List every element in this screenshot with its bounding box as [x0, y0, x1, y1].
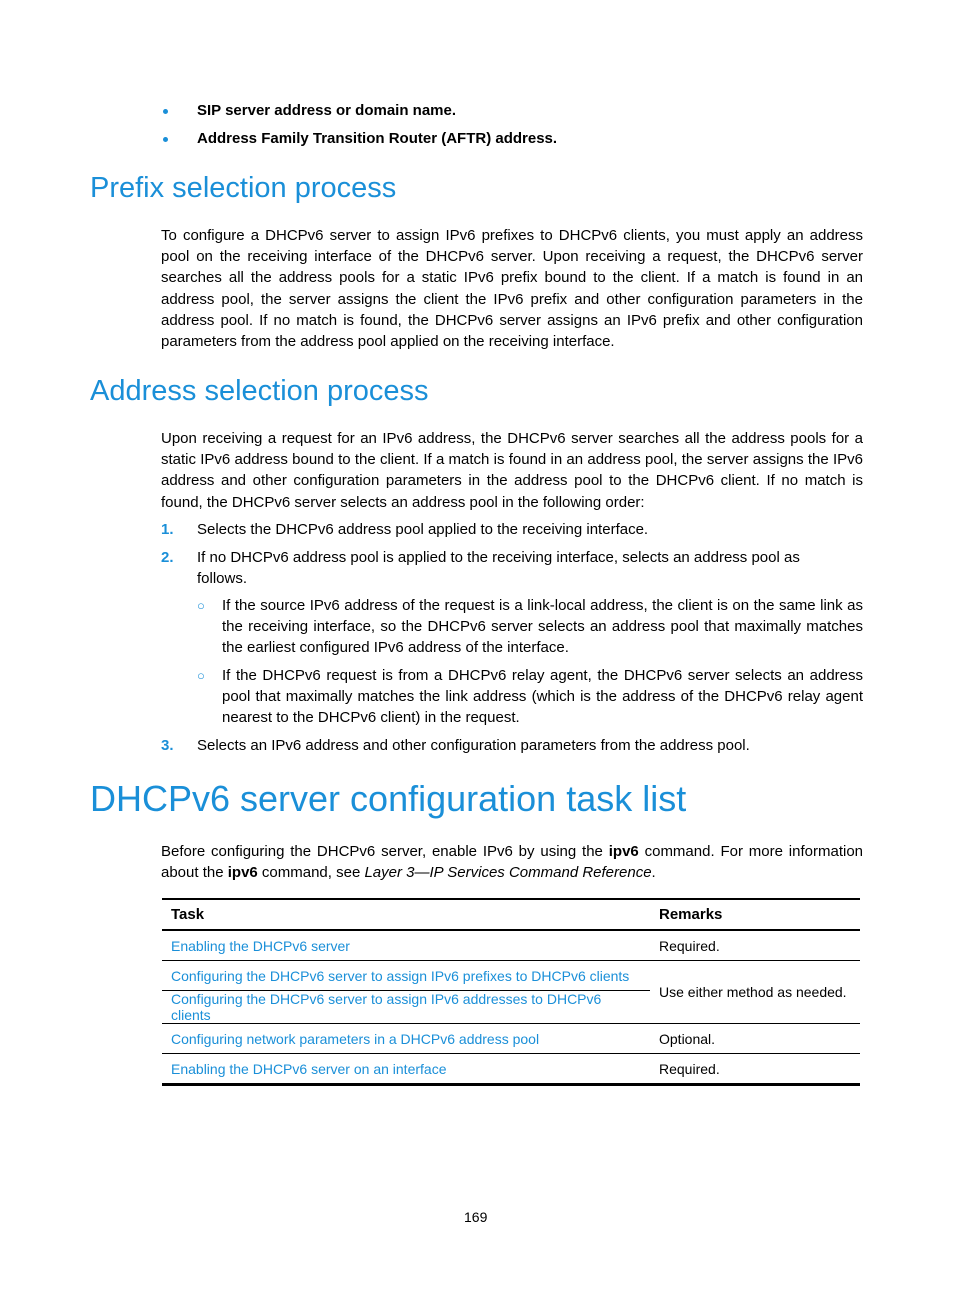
- step-text: Selects the DHCPv6 address pool applied to the receiving interface.: [197, 521, 649, 538]
- command-ipv6: ipv6: [608, 843, 639, 860]
- task-link[interactable]: Enabling the DHCPv6 server on an interface: [162, 1054, 650, 1085]
- task-link[interactable]: Configuring network parameters in a DHCPv6 address pool: [162, 1024, 650, 1054]
- intro-text: Before configuring the DHCPv6 server, enable IPv6 by using the: [161, 843, 609, 860]
- prefix-paragraph: To configure a DHCPv6 server to assign IPv6 prefixes to DHCPv6 clients, you must apply an address pool on the receiving interface of the DHCPv6 server. Upon receiving a request, the DHCPv6 server searches all the address pools for a static IPv6 prefix bound to the client. If a match is found in an address pool, the server assigns the client the IPv6 prefix and other configuration parameters in the address pool. If no match is found, the DHCPv6 server assigns an IPv6 prefix and other configuration parameters from the address pool applied on the receiving interface.: [161, 227, 863, 351]
- header-task: Task: [162, 899, 650, 930]
- sub-item-text: If the source IPv6 address of the request is a link-local address, the client is on the same link as the receiving interface, so the DHCPv6 server selects an address pool that maximally matches the earliest configured IPv6 address of the interface.: [222, 597, 863, 657]
- task-remarks: Optional.: [650, 1024, 860, 1054]
- step-number: 3.: [161, 737, 174, 754]
- address-paragraph: Upon receiving a request for an IPv6 address, the DHCPv6 server searches all the address pools for a static IPv6 address bound to the client. If a match is found in an address pool, the server assigns the IPv6 address and other configuration parameters in the address pool to the DHCPv6 client. If no match is found, the DHCPv6 server selects an address pool in the following order:: [161, 430, 863, 511]
- page-number: 169: [464, 1209, 488, 1225]
- task-link[interactable]: Configuring the DHCPv6 server to assign IPv6 prefixes to DHCPv6 clients: [162, 961, 650, 991]
- task-link[interactable]: Enabling the DHCPv6 server: [162, 930, 650, 961]
- task-remarks: Required.: [650, 1054, 860, 1085]
- task-table: [162, 898, 860, 1086]
- task-remarks: Required.: [650, 930, 860, 961]
- step-text: Selects an IPv6 address and other configuration parameters from the address pool.: [197, 737, 750, 754]
- table-row: [162, 1054, 860, 1085]
- sub-item-marker: ○: [197, 598, 205, 613]
- sub-item-text: If the DHCPv6 request is from a DHCPv6 relay agent, the DHCPv6 server selects an address pool that maximally matches the link address (which is the address of the DHCPv6 relay agent nearest to the DHCPv6 client) in the request.: [222, 667, 863, 727]
- bullet-dot: [163, 109, 168, 114]
- bullet-item: Address Family Transition Router (AFTR) address.: [197, 130, 558, 147]
- section-heading-prefix: Prefix selection process: [90, 172, 397, 204]
- sub-item-marker: ○: [197, 668, 205, 683]
- task-remarks: Use either method as needed.: [650, 961, 860, 1024]
- table-header-row: [162, 899, 860, 930]
- intro-text: command, see: [257, 864, 365, 882]
- bullet-item: SIP server address or domain name.: [197, 102, 457, 119]
- chapter-heading: DHCPv6 server configuration task list: [90, 778, 687, 819]
- task-list-intro: [161, 841, 863, 883]
- table-row: [162, 930, 860, 961]
- table-row: [162, 961, 860, 991]
- bullet-dot: [163, 137, 168, 142]
- step-text: If no DHCPv6 address pool is applied to the receiving interface, selects an address pool as follows.: [197, 549, 800, 588]
- command-ipv6: ipv6: [227, 864, 258, 882]
- table-row: [162, 1024, 860, 1054]
- reference-title: Layer 3—IP Services Command Reference: [364, 864, 652, 882]
- section-heading-address: Address selection process: [90, 375, 429, 407]
- intro-text: command. For more information about the: [161, 843, 864, 882]
- intro-text: .: [651, 864, 656, 882]
- task-link[interactable]: Configuring the DHCPv6 server to assign IPv6 addresses to DHCPv6 clients: [162, 991, 650, 1024]
- header-remarks: Remarks: [650, 899, 860, 930]
- step-number: 2.: [161, 549, 174, 566]
- step-number: 1.: [161, 521, 174, 538]
